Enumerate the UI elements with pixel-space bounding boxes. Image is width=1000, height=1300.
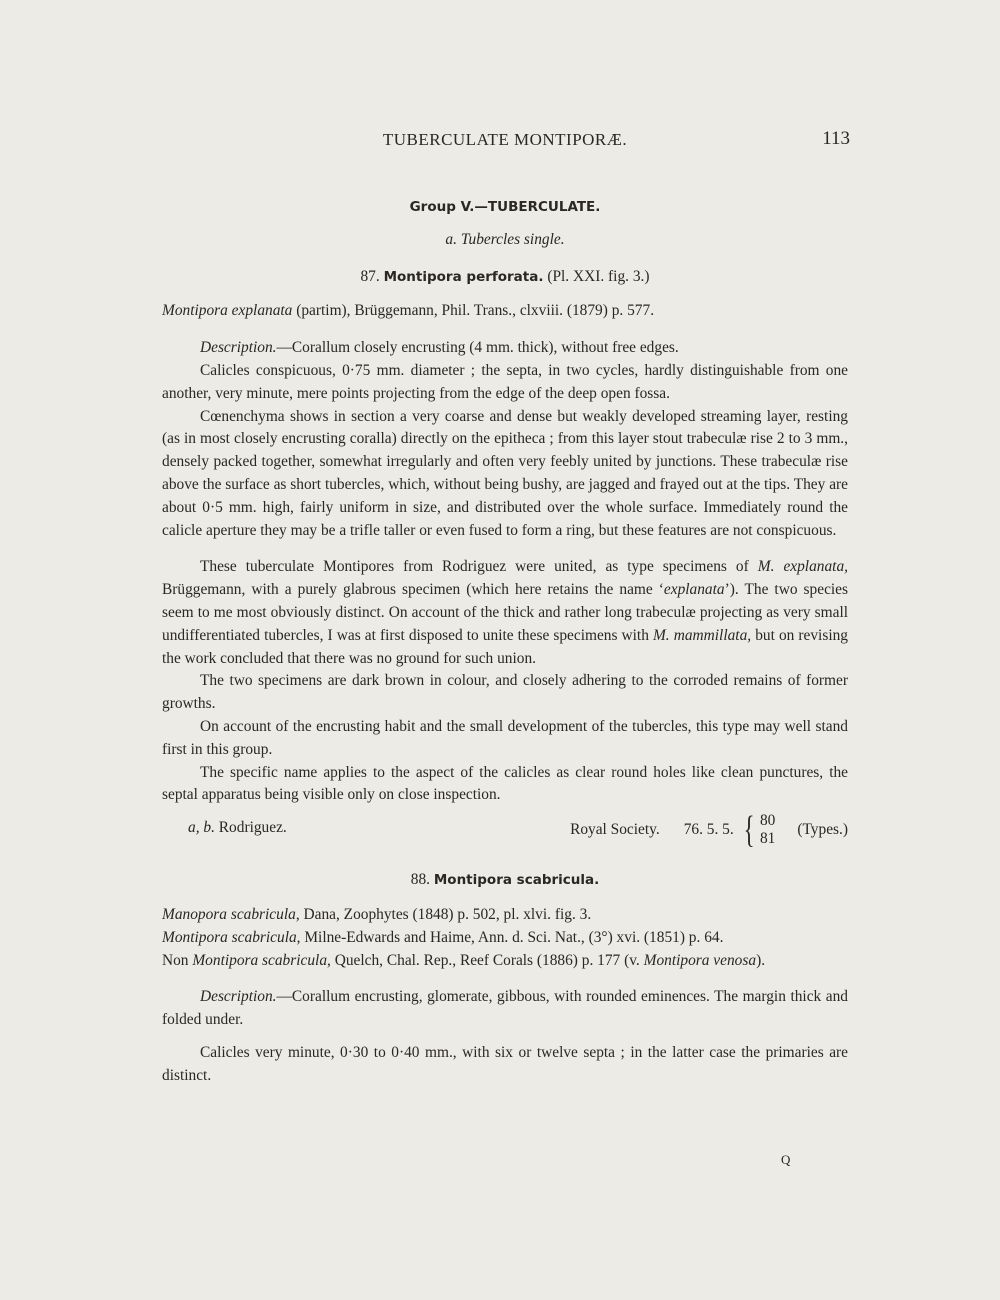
habit-paragraph: On account of the encrusting habit and the small development of the tubercles, this type may well stand first in this group. (162, 717, 848, 758)
specimen-locality (188, 817, 287, 840)
locality: Rodriguez. (214, 819, 287, 837)
description-text: —Corallum closely encrusting (4 mm. thick), without free edges. (276, 339, 679, 357)
colour-paragraph: The two specimens are dark brown in colour, and closely adhering to the corroded remains of former growths. (162, 672, 848, 713)
description-paragraph (162, 337, 848, 360)
collection: Royal Society. (570, 820, 660, 838)
description-label: Description. (200, 339, 277, 357)
description-paragraph (162, 986, 848, 1032)
register-suffix: 81 (759, 830, 776, 848)
synonym-citation: , Quelch, Chal. Rep., Reef Corals (1886) p. 177 (v. (327, 951, 644, 969)
remarks-text: ’). The two species seem to me most obviously distinct. On account of the thick and rather long trabeculæ projecting as very small undifferentiated tubercles, I was at first disposed to unite these specimens with (162, 581, 848, 644)
specimen-register (570, 809, 848, 852)
synonym-name: Manopora scabricula (162, 905, 296, 923)
remarks-paragraph (162, 556, 848, 670)
register-suffixes (760, 812, 775, 848)
remarks-text: but on revising the work concluded that there was no ground for such union. (162, 626, 848, 667)
synonym-citation: , Dana, Zoophytes (1848) p. 502, pl. xlvi. fig. 3. (295, 905, 592, 923)
remarks-text: Brüggemann, with a purely glabrous specimen (which here retains the name ‘ (162, 581, 664, 599)
signature-mark: Q (781, 1152, 791, 1167)
description-label: Description. (200, 988, 277, 1006)
synonym-name: Montipora explanata (162, 302, 293, 320)
coenenchyma-paragraph: Cœnenchyma shows in section a very coarse and dense but weakly developed streaming layer, resting (as in most closely encrusting coralla) directly on the epitheca ; from this layer stout trabeculæ rise 2 to 3 mm., densely packed together, somewhat irregularly and often very feebly united by junctions. These trabeculæ rise above the surface as short tubercles, which, without being bushy, are jagged and frayed out at the tips. They are about 0·5 mm. high, fairly uniform in size, and distributed over the whole surface. Immediately round the calicle aperture they may be a trifle taller or even fused to form a ring, but these features are not conspicuous. (162, 407, 848, 539)
etymology-paragraph: The specific name applies to the aspect of the calicles as clear round holes like clean punctures, the septal apparatus being visible only on close inspection. (162, 763, 848, 804)
body-text (162, 196, 848, 1088)
register-number: 76. 5. 5. (683, 820, 734, 838)
types-note: (Types.) (797, 820, 848, 838)
page-number: 113 (822, 128, 850, 149)
synonymy-line (162, 927, 848, 950)
register-suffix: 80 (759, 812, 776, 830)
species-number: 88. (410, 871, 430, 889)
specimen-record (162, 811, 848, 855)
specimen-label: a, b. (188, 819, 215, 837)
species-ref: M. explanata, (757, 558, 848, 576)
species-88-heading (162, 869, 848, 892)
synonym-citation: , Milne-Edwards and Haime, Ann. d. Sci. Nat., (3°) xvi. (1851) p. 64. (296, 928, 724, 946)
species-ref: M. mammillata, (652, 626, 752, 644)
synonym-prefix: Non (162, 951, 193, 969)
synonymy-line (162, 300, 848, 323)
species-name: Montipora perforata. (383, 268, 544, 285)
plate-reference: (Pl. XXI. fig. 3.) (547, 267, 650, 285)
running-head (160, 126, 850, 156)
species-87-heading (162, 266, 848, 289)
synonymy-line (162, 904, 848, 927)
species-ref: explanata (663, 581, 725, 599)
calicles-paragraph: Calicles very minute, 0·30 to 0·40 mm., with six or twelve septa ; in the latter case the primaries are distinct. (162, 1043, 848, 1084)
species-number: 87. (360, 267, 380, 285)
synonym-citation: ). (756, 951, 766, 969)
subgroup-heading: a. Tubercles single. (445, 230, 565, 248)
group-heading: Group V.—TUBERCULATE. (409, 199, 601, 215)
synonym-name: Montipora scabricula (162, 928, 297, 946)
synonym-name: Montipora scabricula (192, 951, 328, 969)
synonymy-line (162, 950, 848, 973)
species-ref: Montipora venosa (643, 951, 757, 969)
running-title: TUBERCULATE MONTIPORÆ. (382, 130, 628, 149)
calicles-paragraph: Calicles conspicuous, 0·75 mm. diameter ; the septa, in two cycles, hardly distinguishable from one another, very minute, mere points projecting from the edge of the deep open fossa. (162, 361, 848, 402)
brace-icon: { (743, 809, 755, 852)
synonym-citation: (partim), Brüggemann, Phil. Trans., clxviii. (1879) p. 577. (292, 302, 655, 320)
remarks-text: These tuberculate Montipores from Rodriguez were united, as type specimens of (200, 558, 758, 576)
species-name: Montipora scabricula. (433, 872, 600, 889)
description-text: —Corallum encrusting, glomerate, gibbous, with rounded eminences. The margin thick and folded under. (162, 988, 848, 1029)
